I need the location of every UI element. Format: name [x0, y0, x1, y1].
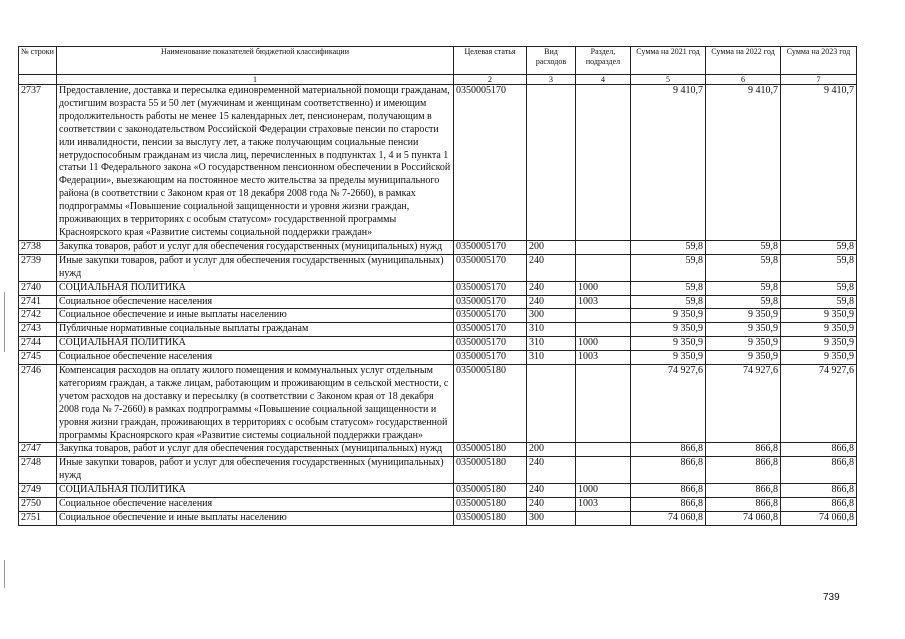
row-expense-type: 310 [527, 323, 576, 337]
row-amount-2022: 74 927,6 [706, 365, 781, 443]
row-section: 1003 [576, 295, 631, 309]
row-number: 2748 [19, 457, 57, 484]
row-name: Социальное обеспечение населения [57, 295, 454, 309]
row-amount-2023: 74 060,8 [781, 512, 857, 526]
row-amount-2021: 9 350,9 [631, 351, 706, 365]
row-name: Социальное обеспечение населения [57, 351, 454, 365]
row-number: 2747 [19, 443, 57, 457]
row-amount-2023: 9 410,7 [781, 85, 857, 241]
row-name: Социальное обеспечение и иные выплаты населению [57, 512, 454, 526]
row-amount-2023: 59,8 [781, 295, 857, 309]
table-row [19, 254, 857, 281]
row-target-code: 0350005180 [454, 512, 527, 526]
table-row [19, 295, 857, 309]
row-target-code: 0350005170 [454, 281, 527, 295]
row-name: Закупка товаров, работ и услуг для обеспечения государственных (муниципальных) нужд [57, 443, 454, 457]
row-amount-2022: 74 060,8 [706, 512, 781, 526]
row-amount-2021: 74 927,6 [631, 365, 706, 443]
row-name: СОЦИАЛЬНАЯ ПОЛИТИКА [57, 281, 454, 295]
row-section [576, 323, 631, 337]
column-number: 4 [576, 75, 631, 85]
row-section: 1003 [576, 351, 631, 365]
header-row [19, 47, 857, 75]
row-expense-type [527, 85, 576, 241]
row-section: 1003 [576, 498, 631, 512]
row-target-code: 0350005170 [454, 85, 527, 241]
row-number: 2750 [19, 498, 57, 512]
row-target-code: 0350005180 [454, 457, 527, 484]
row-expense-type: 240 [527, 484, 576, 498]
row-name: СОЦИАЛЬНАЯ ПОЛИТИКА [57, 484, 454, 498]
row-number: 2746 [19, 365, 57, 443]
header-row-no: № строки [19, 47, 57, 75]
row-name: Публичные нормативные социальные выплаты гражданам [57, 323, 454, 337]
header-2023: Сумма на 2023 год [781, 47, 857, 75]
row-number: 2739 [19, 254, 57, 281]
row-amount-2022: 59,8 [706, 281, 781, 295]
row-expense-type [527, 365, 576, 443]
row-expense-type: 200 [527, 443, 576, 457]
column-number: 7 [781, 75, 857, 85]
row-section [576, 365, 631, 443]
row-name: Социальное обеспечение и иные выплаты населению [57, 309, 454, 323]
row-target-code: 0350005170 [454, 337, 527, 351]
table-row [19, 309, 857, 323]
row-amount-2021: 9 410,7 [631, 85, 706, 241]
row-amount-2023: 74 927,6 [781, 365, 857, 443]
row-number: 2741 [19, 295, 57, 309]
row-section: 1000 [576, 337, 631, 351]
row-expense-type: 300 [527, 512, 576, 526]
row-number: 2744 [19, 337, 57, 351]
row-number: 2740 [19, 281, 57, 295]
row-amount-2023: 59,8 [781, 254, 857, 281]
row-amount-2021: 59,8 [631, 254, 706, 281]
table-row [19, 85, 857, 241]
row-target-code: 0350005170 [454, 254, 527, 281]
row-target-code: 0350005180 [454, 498, 527, 512]
row-amount-2021: 866,8 [631, 443, 706, 457]
budget-table [18, 46, 857, 526]
row-target-code: 0350005180 [454, 443, 527, 457]
row-amount-2023: 9 350,9 [781, 351, 857, 365]
table-row [19, 443, 857, 457]
row-expense-type: 200 [527, 240, 576, 254]
row-amount-2021: 74 060,8 [631, 512, 706, 526]
row-name: Социальное обеспечение населения [57, 498, 454, 512]
row-amount-2023: 59,8 [781, 240, 857, 254]
row-amount-2023: 866,8 [781, 457, 857, 484]
row-number: 2737 [19, 85, 57, 241]
row-number: 2749 [19, 484, 57, 498]
row-section: 1000 [576, 484, 631, 498]
header-section: Раздел, подраздел [576, 47, 631, 75]
row-amount-2023: 9 350,9 [781, 323, 857, 337]
column-number-row [19, 75, 857, 85]
row-amount-2021: 866,8 [631, 457, 706, 484]
table-row [19, 484, 857, 498]
row-name: Предоставление, доставка и пересылка единовременной материальной помощи гражданам, достигшим возраста 55 и 50 лет (мужчинам и женщинам соответственно) и имеющим продолжительность работы не менее 15 календарных лет, пенсионерам, получающим в соответствии с законодательством Российской Федерации страховые пенсии по старости или инвалидности, пенсии за выслугу лет, а также получающим социальные пенсии нетрудоспособным гражданам из числа лиц, перечисленных в подпунктах 1, 4 и 5 пункта 1 статьи 11 Федерального закона «О государственном пенсионном обеспечении в Российской Федерации», выезжающим на постоянное место жительства за пределы муниципального района (в соответствии с Законом края от 18 декабря 2008 года № 7-2660), в рамках подпрограммы «Повышение социальной защищенности и уровня жизни граждан, проживающих в территориях с особым статусом» государственной программы Красноярского края «Развитие системы социальной поддержки граждан» [57, 85, 454, 241]
row-expense-type: 240 [527, 498, 576, 512]
row-name: СОЦИАЛЬНАЯ ПОЛИТИКА [57, 337, 454, 351]
row-expense-type: 300 [527, 309, 576, 323]
column-number: 3 [527, 75, 576, 85]
row-expense-type: 240 [527, 254, 576, 281]
row-amount-2022: 9 350,9 [706, 323, 781, 337]
row-target-code: 0350005180 [454, 365, 527, 443]
column-number: 6 [706, 75, 781, 85]
row-expense-type: 240 [527, 281, 576, 295]
row-amount-2022: 59,8 [706, 240, 781, 254]
row-amount-2022: 866,8 [706, 484, 781, 498]
table-row [19, 337, 857, 351]
row-name: Иные закупки товаров, работ и услуг для обеспечения государственных (муниципальных) нужд [57, 254, 454, 281]
row-amount-2021: 9 350,9 [631, 337, 706, 351]
column-number: 2 [454, 75, 527, 85]
row-number: 2751 [19, 512, 57, 526]
row-target-code: 0350005170 [454, 351, 527, 365]
table-row [19, 323, 857, 337]
row-amount-2023: 9 350,9 [781, 309, 857, 323]
table-body [19, 85, 857, 526]
column-number: 5 [631, 75, 706, 85]
row-target-code: 0350005170 [454, 323, 527, 337]
row-section [576, 85, 631, 241]
row-section [576, 309, 631, 323]
row-amount-2023: 866,8 [781, 443, 857, 457]
page-number: 739 [823, 592, 840, 603]
row-number: 2738 [19, 240, 57, 254]
row-number: 2742 [19, 309, 57, 323]
row-expense-type: 310 [527, 351, 576, 365]
row-amount-2022: 9 350,9 [706, 309, 781, 323]
row-name: Иные закупки товаров, работ и услуг для обеспечения государственных (муниципальных) нужд [57, 457, 454, 484]
row-amount-2022: 9 350,9 [706, 337, 781, 351]
row-section [576, 457, 631, 484]
row-amount-2023: 59,8 [781, 281, 857, 295]
row-number: 2743 [19, 323, 57, 337]
row-amount-2021: 866,8 [631, 484, 706, 498]
row-amount-2022: 59,8 [706, 254, 781, 281]
table-row [19, 512, 857, 526]
scan-edge-mark [4, 560, 5, 588]
row-expense-type: 240 [527, 457, 576, 484]
row-amount-2021: 59,8 [631, 281, 706, 295]
header-type: Вид расходов [527, 47, 576, 75]
row-amount-2022: 866,8 [706, 498, 781, 512]
row-amount-2023: 866,8 [781, 498, 857, 512]
row-target-code: 0350005170 [454, 240, 527, 254]
row-target-code: 0350005180 [454, 484, 527, 498]
row-expense-type: 310 [527, 337, 576, 351]
table-row [19, 281, 857, 295]
row-section [576, 443, 631, 457]
row-amount-2021: 59,8 [631, 240, 706, 254]
row-expense-type: 240 [527, 295, 576, 309]
table-row [19, 457, 857, 484]
row-section [576, 240, 631, 254]
row-target-code: 0350005170 [454, 295, 527, 309]
table-row [19, 240, 857, 254]
table-row [19, 351, 857, 365]
row-amount-2021: 9 350,9 [631, 323, 706, 337]
row-name: Компенсация расходов на оплату жилого помещения и коммунальных услуг отдельным категориям граждан, а также лицам, работающим и проживающим в сельской местности, с учетом расходов на доставку и пересылку (в соответствии с Законом края от 18 декабря 2008 года № 7-2660) в рамках подпрограммы «Повышение социальной защищенности и уровня жизни граждан, проживающих в территориях с особым статусом» государственной программы Красноярского края «Развитие системы социальной поддержки граждан» [57, 365, 454, 443]
header-2021: Сумма на 2021 год [631, 47, 706, 75]
row-section [576, 512, 631, 526]
row-section: 1000 [576, 281, 631, 295]
table-row [19, 365, 857, 443]
row-amount-2023: 866,8 [781, 484, 857, 498]
row-amount-2021: 9 350,9 [631, 309, 706, 323]
row-amount-2022: 866,8 [706, 457, 781, 484]
row-amount-2021: 59,8 [631, 295, 706, 309]
row-amount-2022: 9 410,7 [706, 85, 781, 241]
scan-edge-mark [4, 292, 5, 352]
row-amount-2023: 9 350,9 [781, 337, 857, 351]
row-amount-2022: 9 350,9 [706, 351, 781, 365]
row-amount-2021: 866,8 [631, 498, 706, 512]
table-row [19, 498, 857, 512]
column-number [19, 75, 57, 85]
header-name: Наименование показателей бюджетной классификации [57, 47, 454, 75]
header-code: Целевая статья [454, 47, 527, 75]
column-number: 1 [57, 75, 454, 85]
header-2022: Сумма на 2022 год [706, 47, 781, 75]
row-section [576, 254, 631, 281]
row-number: 2745 [19, 351, 57, 365]
row-amount-2022: 59,8 [706, 295, 781, 309]
row-target-code: 0350005170 [454, 309, 527, 323]
row-amount-2022: 866,8 [706, 443, 781, 457]
row-name: Закупка товаров, работ и услуг для обеспечения государственных (муниципальных) нужд [57, 240, 454, 254]
